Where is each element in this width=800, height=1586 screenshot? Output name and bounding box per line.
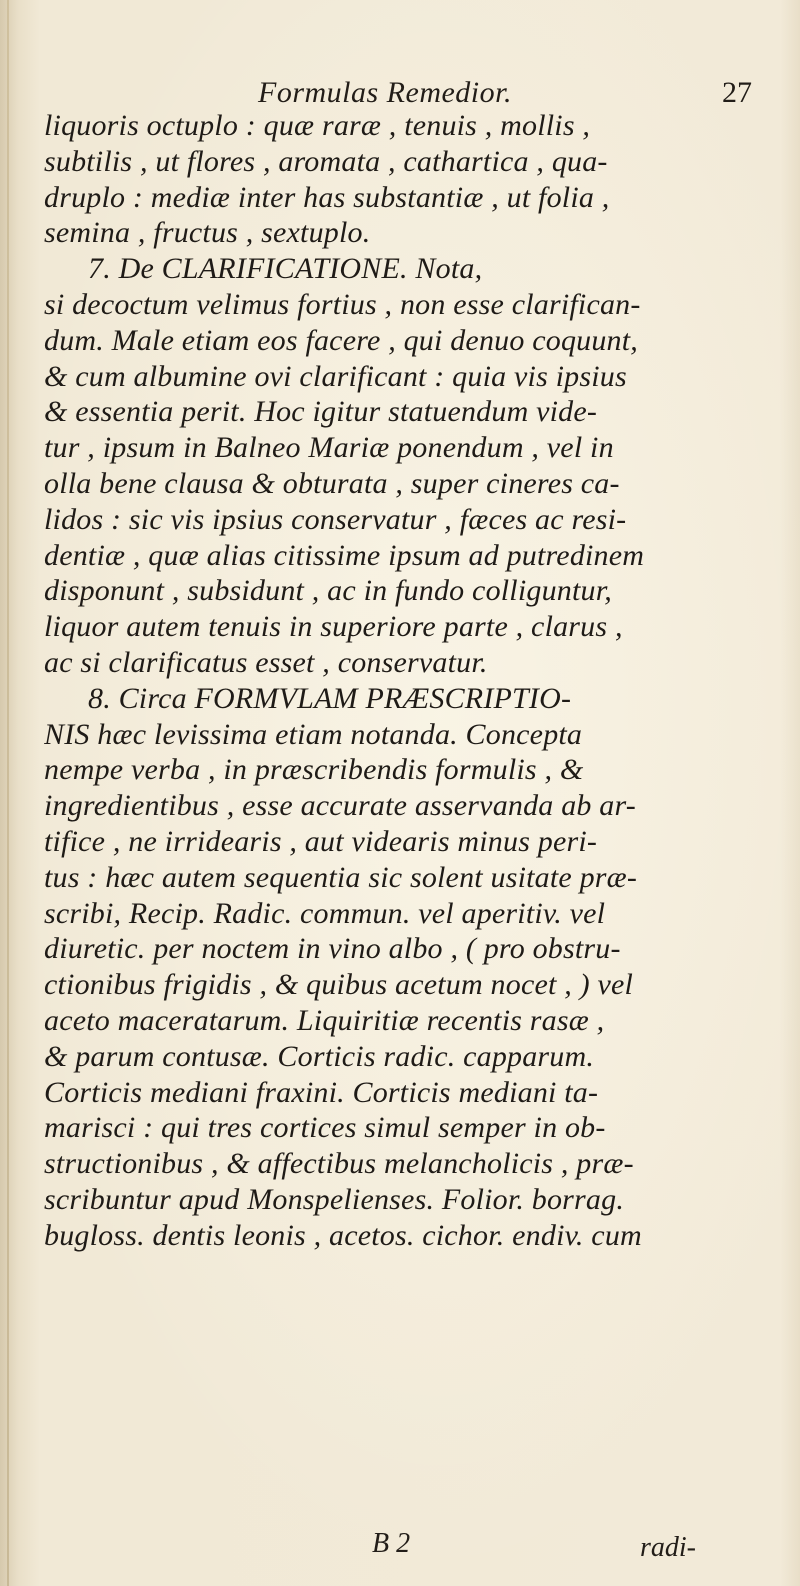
text-line: tus : hæc autem sequentia sic solent usitate præ- xyxy=(44,860,638,894)
text-line: diuretic. per noctem in vino albo , ( pro obstru- xyxy=(44,932,621,966)
page-footer xyxy=(0,1528,800,1568)
text-line: lidos : sic vis ipsius conservatur , fæces ac resi- xyxy=(44,502,627,536)
text-line: si decoctum velimus fortius , non esse clarifican- xyxy=(44,287,641,321)
text-line: nempe verba , in præscribendis formulis , & xyxy=(44,753,584,787)
text-line: liquoris octuplo : quæ raræ , tenuis , mollis , xyxy=(44,109,591,142)
text-line: marisci : qui tres cortices simul semper in ob- xyxy=(44,1111,606,1145)
running-head: Formulas Remedior. xyxy=(258,76,512,109)
text-line: scribuntur apud Monspelienses. Folior. borrag. xyxy=(44,1182,625,1216)
text-line: disponunt , subsidunt , ac in fundo colliguntur, xyxy=(44,574,612,608)
signature-mark: B 2 xyxy=(372,1528,411,1559)
text-line: NIS hæc levissima etiam notanda. Concepta xyxy=(44,717,583,751)
text-line: semina , fructus , sextuplo. xyxy=(44,216,371,250)
section-heading-clarificatione: 7. De CLARIFICATIONE. Nota, xyxy=(88,252,483,286)
catchword: radi- xyxy=(640,1532,696,1563)
text-line: subtilis , ut flores , aromata , cathartica , qua- xyxy=(44,144,608,178)
text-line: liquor autem tenuis in superiore parte , clarus , xyxy=(44,610,623,644)
text-line: Corticis mediani fraxini. Corticis mediani ta- xyxy=(44,1075,599,1109)
text-line: dentiæ , quæ alias citissime ipsum ad putredinem xyxy=(44,538,645,572)
text-line: structionibus , & affectibus melancholicis , præ- xyxy=(44,1147,634,1181)
page-number: 27 xyxy=(722,76,752,109)
section-heading-formulae: 8. Circa FORMVLAM PRÆSCRIPTIO- xyxy=(88,681,572,715)
text-line: bugloss. dentis leonis , acetos. cichor. endiv. cum xyxy=(44,1218,642,1252)
text-line: tifice , ne irridearis , aut videaris minus peri- xyxy=(44,824,598,858)
text-line: ingredientibus , esse accurate asservanda ab ar- xyxy=(44,789,636,823)
text-line: dum. Male etiam eos facere , qui denuo coquunt, xyxy=(44,323,638,357)
text-line: scribi, Recip. Radic. commun. vel aperitiv. vel xyxy=(44,896,606,930)
text-line: & parum contusæ. Corticis radic. capparum. xyxy=(44,1039,595,1073)
text-line: & essentia perit. Hoc igitur statuendum vide- xyxy=(44,395,598,429)
text-line: druplo : mediæ inter has substantiæ , ut folia , xyxy=(44,180,610,214)
page-gutter xyxy=(7,0,9,1586)
text-line: ctionibus frigidis , & quibus acetum nocet , ) vel xyxy=(44,968,634,1002)
text-line: ac si clarificatus esset , conservatur. xyxy=(44,645,488,679)
text-line: & cum albumine ovi clarificant : quia vis ipsius xyxy=(44,359,627,393)
text-line: aceto maceratarum. Liquiritiæ recentis rasæ , xyxy=(44,1003,605,1037)
body-text xyxy=(44,108,774,1254)
text-line: olla bene clausa & obturata , super cineres ca- xyxy=(44,466,620,500)
text-line: tur , ipsum in Balneo Mariæ ponendum , vel in xyxy=(44,431,614,465)
page-header xyxy=(0,72,800,112)
